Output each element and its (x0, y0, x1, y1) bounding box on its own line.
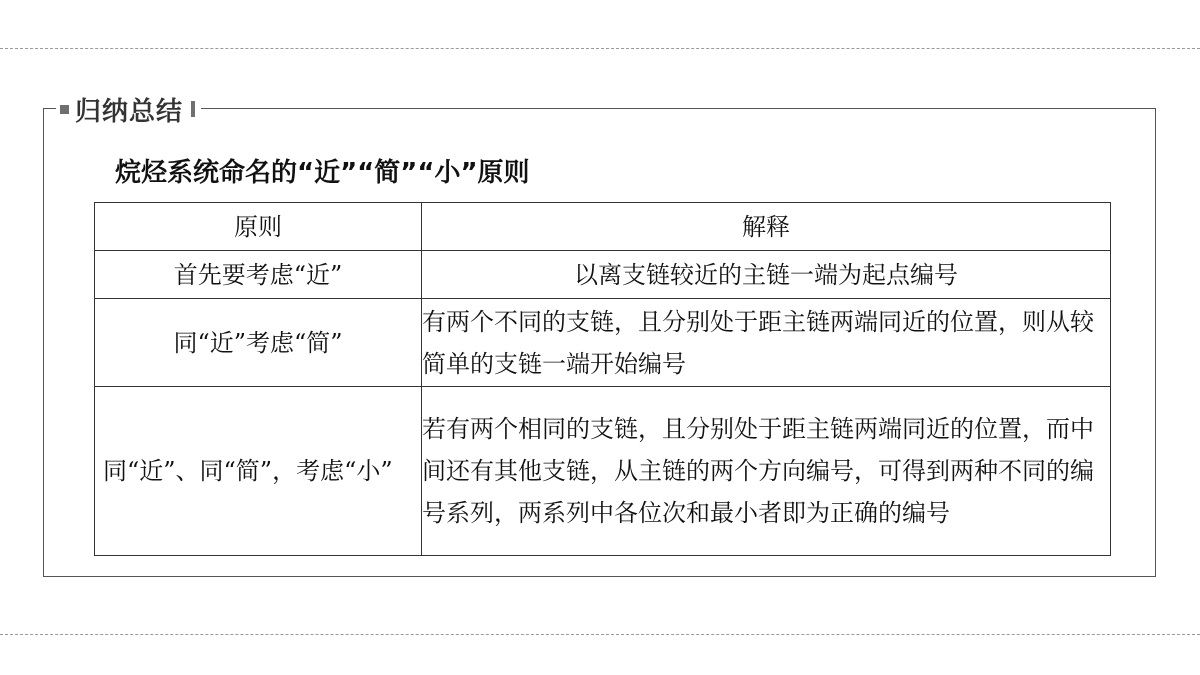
square-bullet-icon (60, 105, 69, 114)
top-dashed-divider (0, 48, 1200, 49)
explanation-cell: 以离支链较近的主链一端为起点编号 (422, 251, 1111, 299)
principle-cell: 首先要考虑“近” (95, 251, 422, 299)
header-principle: 原则 (95, 203, 422, 251)
header-explanation: 解释 (422, 203, 1111, 251)
explanation-cell: 有两个不同的支链，且分别处于距主链两端同近的位置，则从较简单的支链一端开始编号 (422, 299, 1111, 387)
page-heading: 烷烃系统命名的“近”“简”“小”原则 (115, 158, 530, 188)
bottom-dashed-divider (0, 634, 1200, 635)
rules-table (94, 202, 1111, 556)
explanation-cell: 若有两个相同的支链，且分别处于距主链两端同近的位置，而中间还有其他支链，从主链的两个方向编号，可得到两种不同的编号系列，两系列中各位次和最小者即为正确的编号 (422, 387, 1111, 556)
table-row (95, 387, 1111, 556)
principle-cell: 同“近”、同“简”，考虑“小” (95, 387, 422, 556)
table-header-row (95, 203, 1111, 251)
section-label (56, 92, 201, 126)
section-label-text: 归纳总结 (75, 96, 184, 127)
table-row (95, 251, 1111, 299)
table-row (95, 299, 1111, 387)
principle-cell: 同“近”考虑“简” (95, 299, 422, 387)
bar-marker-icon (191, 101, 195, 117)
